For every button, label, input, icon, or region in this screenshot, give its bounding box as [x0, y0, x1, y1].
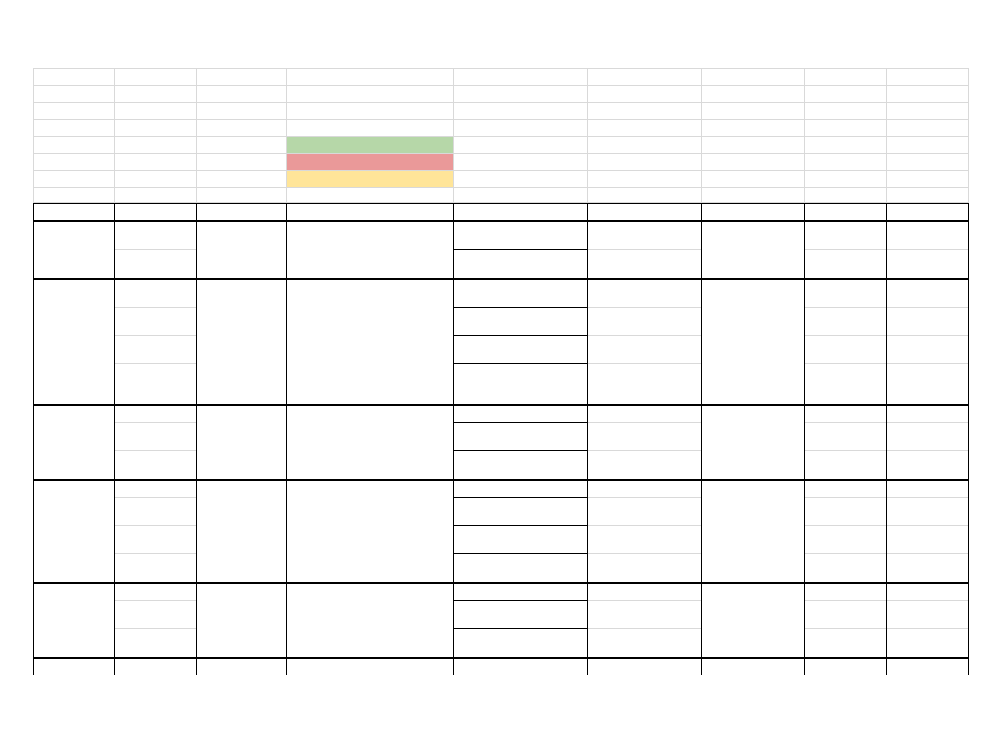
- grid-line-v: [886, 68, 887, 203]
- grid-line-h: [33, 203, 968, 204]
- grid-line-h: [33, 220, 968, 222]
- step-cell: [453, 422, 587, 450]
- column-header: [886, 203, 968, 221]
- column-header: [804, 203, 886, 221]
- grid-line-h: [804, 600, 886, 601]
- column-header: [114, 203, 196, 221]
- grid-line-h: [587, 553, 701, 554]
- grid-line-v: [33, 203, 34, 675]
- precondition: [286, 658, 453, 675]
- precondition: [286, 405, 453, 480]
- grid-line-v: [968, 203, 969, 675]
- column-header: [286, 203, 453, 221]
- test-summary: [196, 583, 286, 658]
- step-cell: [453, 553, 587, 583]
- step-cell: [453, 335, 587, 363]
- step-cell: [453, 628, 587, 658]
- grid-line-v: [196, 68, 197, 203]
- test-summary: [196, 658, 286, 675]
- precondition: [286, 221, 453, 279]
- grid-line-h: [804, 628, 886, 629]
- grid-line-v: [286, 203, 287, 675]
- grid-line-h: [33, 119, 968, 120]
- grid-line-h: [886, 628, 968, 629]
- column-header: [33, 203, 114, 221]
- grid-line-h: [33, 102, 968, 103]
- grid-line-h: [886, 363, 968, 364]
- grid-line-h: [33, 85, 968, 86]
- grid-line-h: [114, 450, 196, 451]
- grid-line-h: [33, 153, 968, 154]
- info-label-cell: [286, 85, 453, 102]
- step-cell: [453, 525, 587, 553]
- legend-cell: [286, 170, 453, 187]
- test-case-id: [33, 480, 114, 583]
- step-cell: [453, 583, 587, 600]
- column-header: [701, 203, 804, 221]
- grid-line-h: [886, 422, 968, 423]
- column-header: [196, 203, 286, 221]
- step-cell: [453, 249, 587, 279]
- grid-line-h: [114, 628, 196, 629]
- grid-line-h: [804, 363, 886, 364]
- test-case-id: [33, 221, 114, 279]
- grid-line-v: [701, 203, 702, 675]
- test-summary: [196, 279, 286, 405]
- test-case-id: [33, 583, 114, 658]
- grid-line-v: [886, 203, 887, 675]
- grid-line-h: [804, 249, 886, 250]
- grid-line-h: [886, 600, 968, 601]
- column-header: [453, 203, 587, 221]
- grid-line-v: [587, 203, 588, 675]
- test-summary: [196, 405, 286, 480]
- precondition: [286, 279, 453, 405]
- precondition: [286, 480, 453, 583]
- grid-line-h: [114, 249, 196, 250]
- grid-line-h: [587, 450, 701, 451]
- grid-line-h: [886, 525, 968, 526]
- grid-line-h: [804, 553, 886, 554]
- grid-line-h: [804, 422, 886, 423]
- grid-line-v: [587, 68, 588, 203]
- grid-line-h: [587, 628, 701, 629]
- grid-line-h: [587, 422, 701, 423]
- grid-line-h: [886, 249, 968, 250]
- legend-cell: [286, 153, 453, 170]
- test-case-id: [33, 658, 114, 675]
- grid-line-v: [968, 68, 969, 203]
- grid-line-v: [114, 203, 115, 675]
- grid-line-v: [114, 68, 115, 203]
- test-summary: [196, 221, 286, 279]
- step-cell: [453, 307, 587, 335]
- info-label-cell: [286, 68, 453, 85]
- expected-result: [701, 221, 804, 279]
- test-case-id: [33, 405, 114, 480]
- step-cell: [453, 279, 587, 307]
- grid-line-h: [886, 553, 968, 554]
- grid-line-h: [886, 497, 968, 498]
- grid-line-h: [33, 187, 968, 188]
- step-cell: [453, 658, 587, 675]
- step-cell: [453, 450, 587, 480]
- legend-cell: [286, 136, 453, 153]
- grid-line-h: [587, 525, 701, 526]
- grid-line-h: [114, 497, 196, 498]
- project-link-cell[interactable]: [453, 68, 587, 85]
- grid-line-h: [886, 335, 968, 336]
- grid-line-h: [33, 170, 968, 171]
- step-cell: [453, 600, 587, 628]
- grid-line-h: [114, 600, 196, 601]
- grid-line-v: [453, 68, 454, 203]
- grid-line-h: [33, 136, 968, 137]
- info-label-cell: [286, 102, 453, 119]
- grid-line-h: [587, 335, 701, 336]
- step-cell: [453, 221, 587, 249]
- grid-line-h: [587, 363, 701, 364]
- grid-line-h: [886, 307, 968, 308]
- expected-result: [701, 405, 804, 480]
- step-cell: [453, 480, 587, 497]
- grid-line-h: [114, 363, 196, 364]
- grid-line-v: [33, 68, 34, 203]
- step-cell: [453, 497, 587, 525]
- grid-line-h: [114, 525, 196, 526]
- expected-result: [701, 480, 804, 583]
- grid-line-h: [114, 422, 196, 423]
- grid-line-h: [886, 450, 968, 451]
- grid-line-h: [587, 307, 701, 308]
- grid-line-h: [804, 525, 886, 526]
- grid-line-h: [804, 335, 886, 336]
- step-cell: [453, 405, 587, 422]
- grid-line-v: [701, 68, 702, 203]
- test-summary: [196, 480, 286, 583]
- grid-line-h: [114, 307, 196, 308]
- grid-line-v: [196, 203, 197, 675]
- grid-line-h: [587, 600, 701, 601]
- grid-line-h: [114, 553, 196, 554]
- expected-result: [701, 279, 804, 405]
- precondition: [286, 583, 453, 658]
- grid-line-h: [114, 335, 196, 336]
- step-cell: [453, 363, 587, 405]
- grid-line-h: [804, 497, 886, 498]
- grid-line-h: [804, 307, 886, 308]
- info-label-cell: [286, 119, 453, 136]
- expected-result: [701, 583, 804, 658]
- expected-result: [701, 658, 804, 675]
- grid-line-v: [804, 203, 805, 675]
- grid-line-v: [453, 203, 454, 675]
- grid-line-h: [804, 450, 886, 451]
- test-case-id: [33, 279, 114, 405]
- grid-line-h: [587, 249, 701, 250]
- grid-line-v: [804, 68, 805, 203]
- column-header: [587, 203, 701, 221]
- grid-line-h: [587, 497, 701, 498]
